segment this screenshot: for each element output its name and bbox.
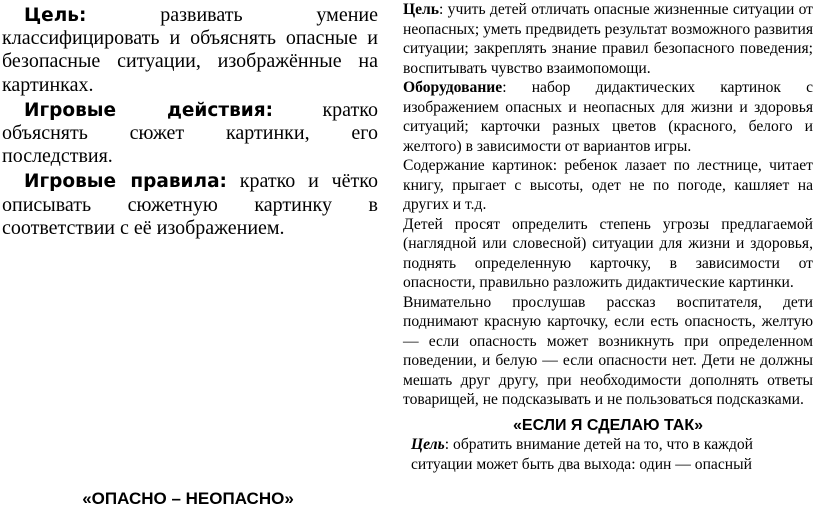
- right-goal-label: Цель: [403, 1, 440, 18]
- right-content-paragraph: Содержание картинок: ребенок лазает по лестнице, читает книгу, прыгает с высоты, одет не по погоде, кашляет на других и т.д.: [403, 157, 813, 213]
- right-goal2-label: Цель: [411, 435, 445, 453]
- right-equipment-paragraph: [403, 78, 813, 156]
- right-instructions-paragraph: Детей просят определить степень угрозы предлагаемой (наглядной или словесной) ситуации для жизни и здоровья, поднять определенную карточку, в зависимости от опасности, правильно разложить дидактические картинки.: [403, 215, 813, 291]
- left-goal-text: развивать умение классифицировать и объяснять опасные и безопасные ситуации, изображённые на картинках.: [2, 4, 378, 96]
- left-rules-text: кратко и чётко описывать сюжетную картинку в соответствии с её изображением.: [2, 170, 378, 239]
- right-column: [403, 0, 813, 475]
- right-game-heading: «ЕСЛИ Я СДЕЛАЮ ТАК»: [513, 416, 703, 434]
- left-rules-label: Игровые правила:: [24, 171, 227, 193]
- left-rules-paragraph: [2, 170, 378, 240]
- left-goal-paragraph: [2, 4, 378, 97]
- right-equipment-label: Оборудование: [403, 79, 503, 96]
- right-equipment-text: : набор дидактических картинок с изображением опасных и неопасных для жизни и здоровья ситуаций; карточки разных цветов (красного, белого и желтого) в зависимости от вариантов игры.: [403, 79, 813, 155]
- left-actions-text: кратко объяснять сюжет картинки, его последствия.: [2, 98, 378, 168]
- right-goal2-paragraph: [403, 435, 813, 475]
- right-goal2-text: : обратить внимание детей на то, что в каждой ситуации может быть два выхода: один — опасный: [411, 435, 754, 473]
- left-goal-label: Цель:: [24, 5, 87, 26]
- left-game-heading: «ОПАСНО – НЕОПАСНО»: [82, 489, 294, 508]
- left-column: [2, 4, 378, 242]
- left-actions-label: Игровые действия:: [24, 99, 274, 121]
- right-bottom-block: [403, 435, 813, 475]
- right-top-block: [403, 0, 813, 410]
- right-rules-paragraph: Внимательно прослушав рассказ воспитателя, дети поднимают красную карточку, если есть опасность, желтую — если опасность может возникнуть при определенном поведении, и белую — если опасности нет. Дети не должны мешать друг другу, при необходимости дополнять ответы товарищей, не подсказывать и не пользоваться подсказками.: [403, 293, 813, 408]
- right-goal-paragraph: [403, 0, 813, 78]
- right-goal-text: : учить детей отличать опасные жизненные ситуации от неопасных; уметь предвидеть результат возможного развития ситуации; закреплять знание правил безопасного поведения; воспитывать чувство взаимопомощи.: [403, 1, 813, 77]
- left-actions-paragraph: [2, 99, 378, 169]
